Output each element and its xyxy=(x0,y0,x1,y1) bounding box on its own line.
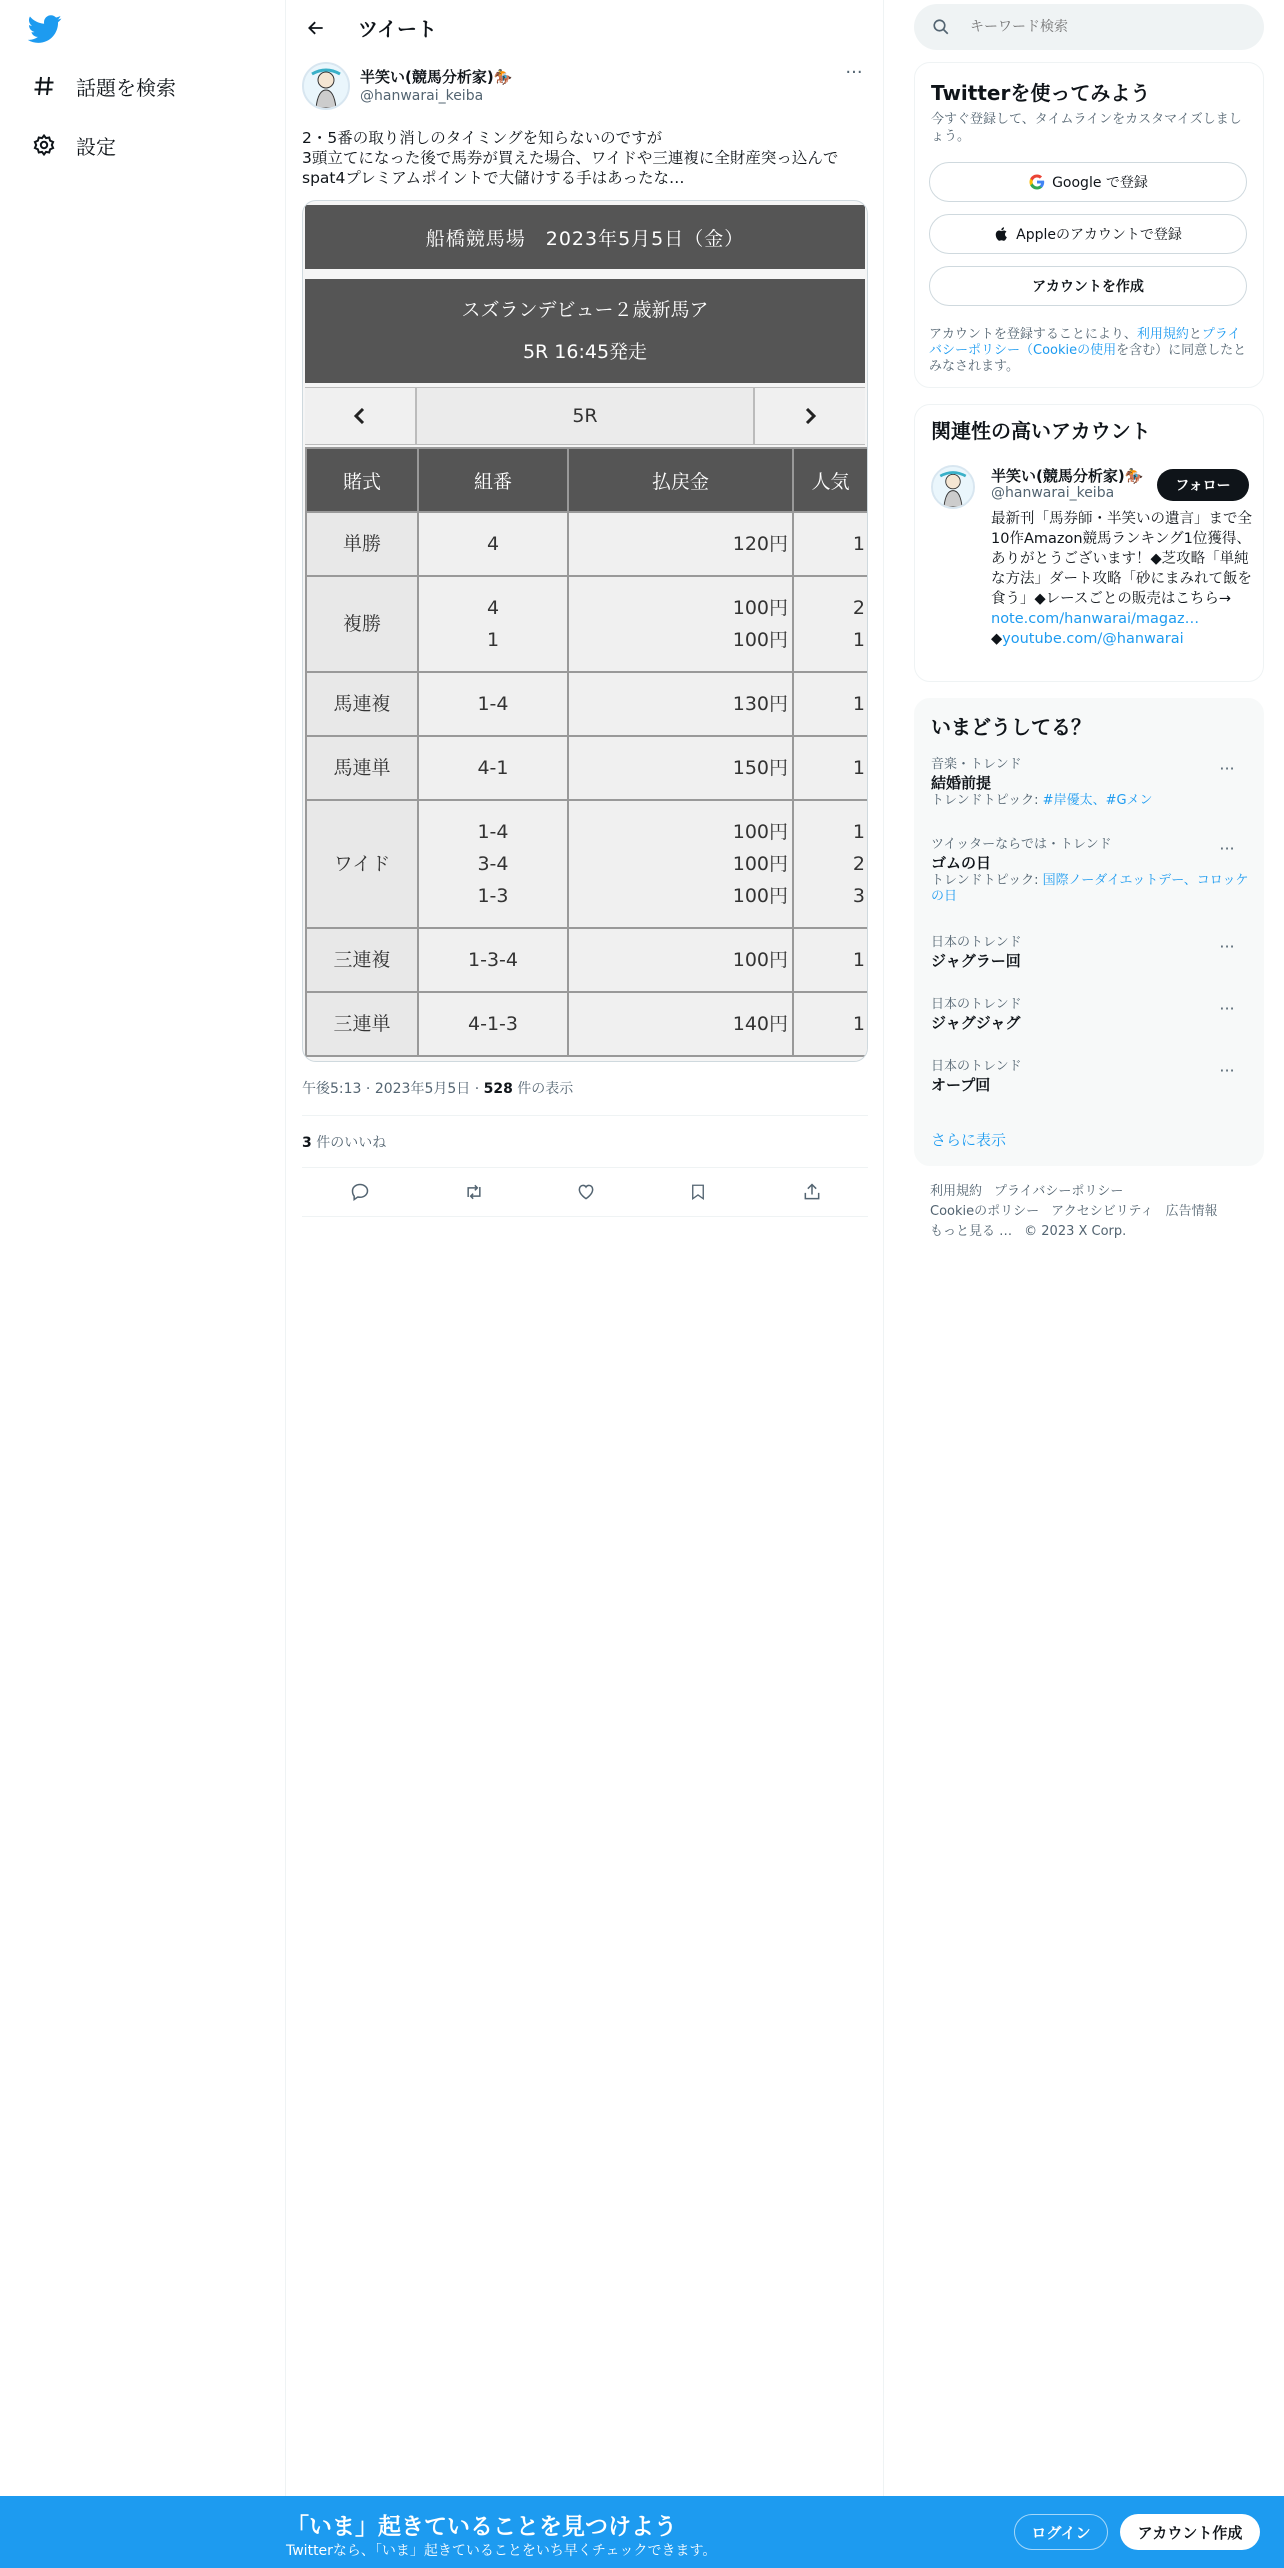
tweet-meta: 午後5:13 · 2023年5月5日 · 528 件の表示 xyxy=(302,1081,574,1097)
login-button[interactable]: ログイン xyxy=(1014,2514,1108,2550)
col-header-popularity: 人気 xyxy=(793,448,868,512)
popularity-cell-value: 1 xyxy=(852,821,865,843)
payout-cell xyxy=(568,672,793,736)
hashtag-icon xyxy=(30,72,58,100)
header xyxy=(286,0,884,53)
combo-cell xyxy=(418,512,568,576)
more-options-icon[interactable]: ··· xyxy=(1219,839,1235,858)
trend-name: ジャグジャグ xyxy=(931,1014,1021,1032)
combo-cell xyxy=(418,736,568,800)
combo-cell-value: 4-1-3 xyxy=(468,1013,518,1035)
terms-link[interactable]: 利用規約 xyxy=(1136,327,1189,342)
bet-type-cell: 単勝 xyxy=(306,512,418,576)
popularity-cell xyxy=(793,928,868,992)
retweet-icon[interactable] xyxy=(462,1180,486,1204)
table-row xyxy=(306,512,868,576)
payout-cell xyxy=(568,512,793,576)
search-icon xyxy=(932,18,950,36)
author-avatar[interactable] xyxy=(302,62,350,110)
popularity-cell-value: 1 xyxy=(852,693,865,715)
trend-item[interactable] xyxy=(931,1059,1249,1095)
payout-cell-value: 150円 xyxy=(732,757,788,779)
likes-line[interactable] xyxy=(302,1132,386,1152)
tweet-text-line1: 2・5番の取り消しのタイミングを知らないのですが xyxy=(302,129,663,147)
popularity-cell xyxy=(793,512,868,576)
nav-settings-label: 設定 xyxy=(76,134,116,159)
bottom-bar-subtitle: Twitterなら、「いま」起きていることをいち早くチェックできます。 xyxy=(286,2543,717,2559)
bottom-bar-title: 「いま」起きていることを見つけよう xyxy=(286,2514,677,2540)
apple-icon xyxy=(994,225,1010,243)
race-info xyxy=(305,279,865,383)
popularity-cell xyxy=(793,736,868,800)
like-icon[interactable] xyxy=(574,1180,598,1204)
related-bio-bullet: ◆ xyxy=(991,631,1003,647)
nav-explore[interactable] xyxy=(30,66,176,106)
tweet-text xyxy=(302,128,868,188)
footer-link[interactable]: 広告情報 xyxy=(1165,1204,1218,1219)
combo-cell-value: 4-1 xyxy=(477,757,509,779)
combo-cell-value: 1 xyxy=(486,629,500,651)
trend-context: 日本のトレンド xyxy=(931,1059,1022,1074)
trend-name: 結婚前提 xyxy=(931,774,992,792)
related-link-youtube[interactable]: youtube.com/@hanwarai xyxy=(1002,631,1184,647)
combo-cell xyxy=(418,928,568,992)
related-accounts-card xyxy=(914,404,1264,682)
related-link-note[interactable]: note.com/hanwarai/magaz… xyxy=(991,611,1200,627)
tweet-time[interactable]: 午後5:13 xyxy=(302,1081,362,1097)
author-name[interactable]: 半笑い(競馬分析家)🏇 xyxy=(360,68,513,86)
related-bio xyxy=(991,509,1253,649)
twitter-bird-icon[interactable] xyxy=(28,12,62,46)
trend-topics xyxy=(931,873,1249,905)
payout-cell xyxy=(568,576,793,672)
race-time: 5R 16:45発走 xyxy=(522,341,648,363)
author-handle[interactable]: @hanwarai_keiba xyxy=(360,88,484,104)
page-title: ツイート xyxy=(358,17,437,41)
payout-cell-value: 140円 xyxy=(732,1013,788,1035)
trend-name: ゴムの日 xyxy=(931,854,992,872)
race-number: 5R xyxy=(572,405,598,427)
payout-cell-value: 100円 xyxy=(732,885,788,907)
back-arrow-icon[interactable] xyxy=(300,12,332,44)
combo-cell xyxy=(418,672,568,736)
popularity-cell-value: 1 xyxy=(852,949,865,971)
more-options-icon[interactable]: ··· xyxy=(1219,999,1235,1018)
trend-topic-label: トレンドトピック: xyxy=(931,873,1043,888)
trends-title: いまどうしてる？ xyxy=(931,715,1091,739)
views-label: 件の表示 xyxy=(512,1081,574,1097)
show-more-link[interactable]: さらに表示 xyxy=(931,1131,1007,1149)
combo-cell-value: 3-4 xyxy=(477,853,509,875)
signup-button[interactable]: アカウント作成 xyxy=(1120,2514,1260,2550)
trend-topic-links[interactable]: 国際ノーダイエットデー、コロッケの日 xyxy=(931,873,1249,904)
trend-context: ツイッターならでは・トレンド xyxy=(931,837,1112,852)
popularity-cell xyxy=(793,992,868,1056)
gear-icon xyxy=(30,131,58,159)
bet-type-cell: ワイド xyxy=(306,800,418,928)
bookmark-icon[interactable] xyxy=(686,1180,710,1204)
bet-type-cell: 複勝 xyxy=(306,576,418,672)
bet-type-cell: 馬連単 xyxy=(306,736,418,800)
table-row xyxy=(306,928,868,992)
search-input[interactable] xyxy=(970,16,1250,38)
terms-text3: を含む）に同意したとみなされます。 xyxy=(929,343,1247,374)
footer-links xyxy=(930,1182,1250,1242)
combo-cell xyxy=(418,576,568,672)
chevron-left-icon xyxy=(305,388,417,444)
related-handle[interactable]: @hanwarai_keiba xyxy=(991,485,1115,501)
more-options-icon[interactable]: ··· xyxy=(1219,937,1235,956)
popularity-cell-value: 1 xyxy=(852,757,865,779)
trend-context: 音楽・トレンド xyxy=(931,757,1022,772)
tweet-actions xyxy=(302,1168,868,1216)
chevron-right-icon xyxy=(753,388,865,444)
combo-cell xyxy=(418,800,568,928)
bet-type-cell: 馬連複 xyxy=(306,672,418,736)
trend-topic-links[interactable]: #岸優太、#Gメン xyxy=(1042,793,1153,808)
payout-cell-value: 130円 xyxy=(732,693,788,715)
trend-name: ジャグラー回 xyxy=(931,952,1021,970)
popularity-cell-value: 2 xyxy=(852,853,865,875)
trends-card xyxy=(914,698,1264,1166)
col-header-payout: 払戻金 xyxy=(568,448,793,512)
apple-signup-button[interactable] xyxy=(929,214,1247,254)
race-name: スズランデビュー２歳新馬ア xyxy=(461,299,709,321)
table-row xyxy=(306,576,868,672)
likes-label: 件のいいね xyxy=(311,1135,387,1151)
payout-cell-value: 100円 xyxy=(732,853,788,875)
table-row xyxy=(306,736,868,800)
tweet-date[interactable]: 2023年5月5日 xyxy=(374,1081,471,1097)
combo-cell-value: 4 xyxy=(486,597,500,619)
create-account-label: アカウントを作成 xyxy=(1032,279,1144,295)
payout-cell xyxy=(568,736,793,800)
footer-link[interactable]: アクセシビリティ xyxy=(1051,1204,1154,1219)
terms-text1: アカウントを登録することにより、 xyxy=(929,327,1137,342)
more-options-icon[interactable]: ··· xyxy=(1219,759,1235,778)
payout-cell-value: 120円 xyxy=(732,533,788,555)
related-bio-text: 最新刊「馬券師・半笑いの遺言」まで全10作Amazon競馬ランキング1位獲得、ありがとうございます！◆芝攻略「単純な方法」ダート攻略「砂にまみれて飯を食う」◆レースごとの販売はこちら→ xyxy=(991,511,1252,607)
footer-link[interactable]: Cookieのポリシー xyxy=(930,1204,1040,1219)
trend-item[interactable] xyxy=(931,757,1249,809)
combo-cell-value: 4 xyxy=(486,533,500,555)
payout-cell-value: 100円 xyxy=(732,629,788,651)
signup-terms xyxy=(929,327,1251,375)
payout-cell xyxy=(568,992,793,1056)
related-name[interactable]: 半笑い(競馬分析家)🏇 xyxy=(991,467,1144,485)
payout-cell-value: 100円 xyxy=(732,821,788,843)
bottom-signup-bar xyxy=(0,2496,1284,2568)
popularity-cell-value: 3 xyxy=(852,885,865,907)
venue-title: 船橋競馬場 2023年5月5日（金） xyxy=(305,205,865,269)
payout-cell xyxy=(568,928,793,992)
popularity-cell-value: 1 xyxy=(852,1013,865,1035)
trend-topic-label: トレンドトピック: xyxy=(931,793,1043,808)
table-row xyxy=(306,800,868,928)
signup-title: Twitterを使ってみよう xyxy=(931,81,1151,105)
payout-cell-value: 100円 xyxy=(732,597,788,619)
more-options-icon[interactable]: ··· xyxy=(1219,1061,1235,1080)
popularity-cell-value: 1 xyxy=(852,629,865,651)
nav-explore-label: 話題を検索 xyxy=(76,75,176,100)
trend-item[interactable] xyxy=(931,935,1249,971)
likes-count: 3 xyxy=(302,1135,312,1151)
popularity-cell-value: 2 xyxy=(852,597,865,619)
terms-text2: と xyxy=(1188,327,1202,342)
signup-desc: 今すぐ登録して、タイムラインをカスタマイズしましょう。 xyxy=(931,112,1242,144)
trend-item[interactable] xyxy=(931,837,1249,905)
bet-type-cell: 三連単 xyxy=(306,992,418,1056)
trend-topics xyxy=(931,793,1249,809)
divider xyxy=(302,1216,868,1217)
col-header-combo: 組番 xyxy=(418,448,568,512)
divider xyxy=(302,1115,868,1116)
privacy-link[interactable]: プライバシーポリシー（Cookieの使用 xyxy=(929,327,1241,358)
share-icon[interactable] xyxy=(800,1180,824,1204)
payout-table xyxy=(305,447,868,1057)
tweet-text-line2: 3頭立てになった後で馬券が買えた場合、ワイドや三連複に全財産突っ込んでspat4プレミアムポイントで大儲けする手はあったな… xyxy=(302,149,839,187)
trend-item[interactable] xyxy=(931,997,1249,1033)
bet-type-cell: 三連複 xyxy=(306,928,418,992)
footer-link[interactable]: プライバシーポリシー xyxy=(994,1184,1124,1199)
left-nav xyxy=(0,0,286,2496)
trend-context: 日本のトレンド xyxy=(931,935,1022,950)
col-header-bet: 賭式 xyxy=(306,448,418,512)
table-row xyxy=(306,672,868,736)
create-account-button[interactable] xyxy=(929,266,1247,306)
follow-button[interactable]: フォロー xyxy=(1157,469,1249,501)
nav-settings[interactable] xyxy=(30,125,116,165)
popularity-cell xyxy=(793,672,868,736)
related-title: 関連性の高いアカウント xyxy=(931,419,1151,443)
main-column xyxy=(286,0,884,2496)
search-box[interactable] xyxy=(914,4,1264,50)
google-signup-button[interactable] xyxy=(929,162,1247,202)
footer-more[interactable]: もっと見る … xyxy=(930,1224,1013,1239)
footer-link[interactable]: 利用規約 xyxy=(930,1184,983,1199)
payout-image[interactable] xyxy=(302,200,868,1062)
combo-cell-value: 1-4 xyxy=(477,693,509,715)
combo-cell-value: 1-3-4 xyxy=(468,949,518,971)
more-options-icon[interactable]: ··· xyxy=(845,62,863,83)
trend-name: オープ回 xyxy=(931,1076,991,1094)
related-avatar[interactable] xyxy=(931,465,975,509)
race-nav xyxy=(305,387,865,445)
signup-card xyxy=(914,62,1264,388)
footer-copyright: © 2023 X Corp. xyxy=(1024,1224,1127,1239)
trend-context: 日本のトレンド xyxy=(931,997,1022,1012)
table-row xyxy=(306,992,868,1056)
google-icon xyxy=(1028,173,1046,191)
reply-icon[interactable] xyxy=(348,1180,372,1204)
popularity-cell xyxy=(793,800,868,928)
views-count: 528 xyxy=(483,1081,513,1097)
apple-signup-label: Appleのアカウントで登録 xyxy=(1016,227,1182,243)
combo-cell-value: 1-3 xyxy=(477,885,509,907)
combo-cell xyxy=(418,992,568,1056)
payout-cell xyxy=(568,800,793,928)
popularity-cell xyxy=(793,576,868,672)
popularity-cell-value: 1 xyxy=(852,533,865,555)
google-signup-label: Google で登録 xyxy=(1052,175,1148,191)
payout-cell-value: 100円 xyxy=(732,949,788,971)
combo-cell-value: 1-4 xyxy=(477,821,509,843)
